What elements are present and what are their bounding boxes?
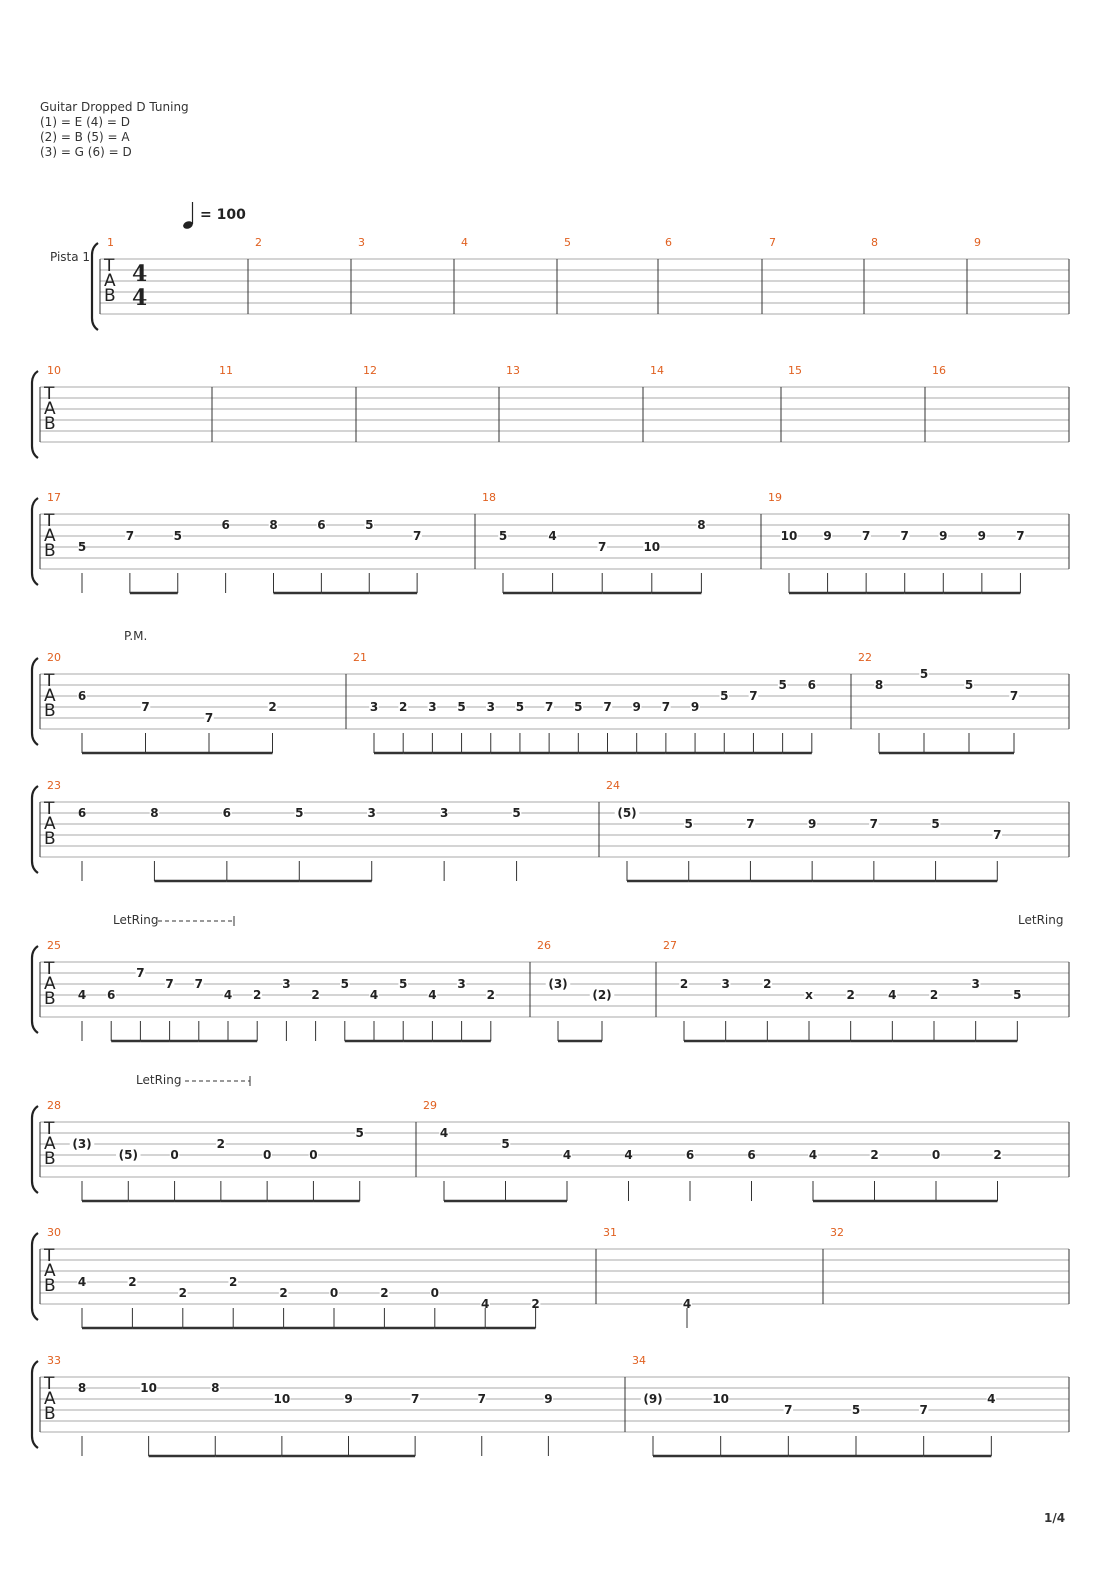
fret-number: 5 [720,689,729,703]
fret-number: 7 [603,700,612,714]
fret-number: 5 [919,667,929,681]
fret-number: 7 [869,817,879,831]
tab-clef-letter: A [44,1389,56,1409]
playing-technique-label: LetRing [136,1073,182,1087]
tuning-line: (1) = E (4) = D [40,115,130,129]
measure-number: 12 [363,364,377,377]
fret-number: (5) [617,806,637,820]
fret-number: 4 [77,1275,87,1289]
fret-number: 7 [746,817,755,831]
fret-number: 5 [355,1126,364,1140]
measure-number: 14 [650,364,664,377]
playing-technique-label: P.M. [124,629,148,643]
fret-number: 9 [823,529,832,543]
tab-clef-letter: T [44,799,55,819]
system-bracket [32,498,38,585]
fret-number: (2) [592,988,612,1002]
measure-number: 8 [871,236,878,249]
tab-system [32,1226,1069,1328]
fret-number: 7 [544,700,554,714]
tab-system [32,779,1069,881]
grace-note-fret: 5 [77,540,87,554]
fret-number: 3 [367,806,376,820]
fret-number: 2 [679,977,689,991]
grace-note-fret: 2 [311,988,320,1002]
fret-number: 5 [173,529,182,543]
measure-number: 9 [974,236,981,249]
fret-number: 7 [1009,689,1019,703]
fret-number: 7 [749,689,758,703]
fret-number: 5 [1013,988,1022,1002]
fret-number: 5 [931,817,940,831]
fret-number: 7 [125,529,135,543]
measure-number: 2 [255,236,262,249]
tab-clef-letter: B [44,414,56,434]
fret-number: 2 [216,1137,226,1151]
fret-number: 5 [498,529,508,543]
fret-number: 2 [279,1286,288,1300]
fret-number: 4 [562,1148,572,1162]
fret-number: 4 [428,988,437,1002]
measure-number: 6 [665,236,672,249]
measure-number: 26 [537,939,551,952]
tab-clef-letter: A [44,814,56,834]
tab-clef-letter: A [104,271,116,291]
fret-number: 2 [531,1297,540,1311]
fret-number: (3) [548,977,568,991]
fret-number: 4 [888,988,897,1002]
fret-number: 7 [194,977,203,991]
measure-number: 10 [47,364,61,377]
fret-number: 5 [851,1403,861,1417]
measure-number: 3 [358,236,365,249]
fret-number: 7 [410,1392,420,1406]
fret-number: 4 [223,988,233,1002]
tab-system [32,629,1069,753]
fret-number: 2 [178,1286,187,1300]
tuning-title: Guitar Dropped D Tuning [40,100,189,114]
fret-number: 10 [643,540,661,554]
tab-system [32,1073,1069,1201]
fret-number: 7 [141,700,150,714]
fret-number: 10 [273,1392,291,1406]
grace-note-fret: 3 [282,977,291,991]
grace-note-fret: 4 [77,988,87,1002]
fret-number: 2 [253,988,262,1002]
measure-number: 11 [219,364,233,377]
system-bracket [32,946,38,1033]
fret-number: 7 [919,1403,928,1417]
measure-number: 4 [461,236,468,249]
fret-number: 10 [140,1381,157,1395]
fret-number: 10 [780,529,798,543]
fret-number: 6 [107,988,116,1002]
fret-number: 2 [380,1286,389,1300]
fret-number: 7 [1016,529,1025,543]
tab-system [32,491,1069,593]
fret-number: 6 [77,689,87,703]
tab-clef-letter: A [44,399,56,419]
fret-number: 9 [939,529,948,543]
measure-number: 7 [769,236,776,249]
fret-number: (5) [118,1148,138,1162]
fret-number: 3 [971,977,980,991]
fret-number: 5 [365,518,374,532]
measure-number: 29 [423,1099,437,1112]
fret-number: 0 [309,1148,318,1162]
measure-number: 28 [47,1099,61,1112]
measure-number: 1 [107,236,114,249]
measure-number: 33 [47,1354,61,1367]
fret-number: 9 [544,1392,553,1406]
grace-note-fret: 6 [77,806,87,820]
fret-number: 9 [807,817,817,831]
fret-number: 6 [317,518,326,532]
tab-clef-letter: A [44,526,56,546]
tab-clef-letter: A [44,1134,56,1154]
fret-number: 5 [457,700,466,714]
grace-note-fret: 3 [439,806,449,820]
tempo-value: = 100 [200,207,246,223]
fret-number: 7 [165,977,174,991]
fret-number: 3 [428,700,437,714]
tab-system [92,236,1069,330]
tab-clef-letter: B [44,989,56,1009]
measure-number: 19 [768,491,782,504]
fret-number: 4 [439,1126,449,1140]
fret-number: 5 [684,817,693,831]
fret-number: 9 [690,700,700,714]
fret-number: 4 [481,1297,490,1311]
fret-number: 4 [682,1297,692,1311]
fret-number: 7 [861,529,871,543]
tab-clef-letter: B [44,701,56,721]
system-bracket [92,243,98,330]
fret-number: 7 [598,540,607,554]
fret-number: 5 [574,700,583,714]
tab-clef-letter: B [44,541,56,561]
measure-number: 22 [858,651,872,664]
playing-technique-label: LetRing [113,913,159,927]
fret-number: 7 [204,711,214,725]
tab-clef-letter: T [104,256,115,276]
fret-number: 0 [430,1286,439,1300]
fret-number: 7 [136,966,145,980]
fret-number: 5 [340,977,349,991]
measure-number: 13 [506,364,520,377]
page-number: 1/4 [1044,1511,1066,1525]
fret-number: 6 [685,1148,695,1162]
track-name: Pista 1 [50,250,91,264]
measure-number: 21 [353,651,367,664]
tab-clef-letter: A [44,686,56,706]
fret-number: 2 [486,988,495,1002]
tab-clef-letter: B [44,1404,56,1424]
grace-note-fret: 6 [221,518,230,532]
tab-clef-letter: T [44,959,55,979]
fret-number: 7 [661,700,671,714]
fret-number: 6 [807,678,816,692]
playing-technique-label: LetRing [1018,913,1064,927]
measure-number: 15 [788,364,802,377]
tab-clef-letter: B [104,286,116,306]
fret-number: x [805,988,813,1002]
measure-number: 23 [47,779,61,792]
tuning-line: (2) = B (5) = A [40,130,130,144]
fret-number: 4 [987,1392,996,1406]
tab-clef-letter: T [44,1374,55,1394]
fret-number: 3 [486,700,495,714]
fret-number: 9 [632,700,641,714]
tab-clef-letter: B [44,829,56,849]
fret-number: 8 [874,678,884,692]
fret-number: 2 [929,988,939,1002]
grace-note-fret: 8 [77,1381,87,1395]
fret-number: (9) [643,1392,663,1406]
fret-number: 2 [870,1148,879,1162]
fret-number: 6 [222,806,232,820]
fret-number: 8 [150,806,159,820]
fret-number: 5 [399,977,408,991]
fret-number: 2 [993,1148,1002,1162]
tab-clef-letter: T [44,384,55,404]
tab-clef-letter: T [44,1119,55,1139]
fret-number: 5 [512,806,521,820]
fret-number: 0 [931,1148,941,1162]
fret-number: 2 [846,988,855,1002]
tab-clef-letter: A [44,974,56,994]
fret-number: (3) [72,1137,92,1151]
measure-number: 32 [830,1226,844,1239]
fret-number: 0 [329,1286,339,1300]
fret-number: 10 [712,1392,730,1406]
measure-number: 17 [47,491,61,504]
tab-clef-letter: B [44,1276,56,1296]
tab-clef-letter: T [44,511,55,531]
fret-number: 7 [784,1403,793,1417]
fret-number: 5 [515,700,525,714]
fret-number: 2 [229,1275,238,1289]
measure-number: 20 [47,651,61,664]
system-bracket [32,1233,38,1320]
tab-system [32,364,1069,458]
fret-number: 8 [697,518,706,532]
tab-system [32,913,1069,1041]
measure-number: 27 [663,939,677,952]
measure-number: 25 [47,939,61,952]
tab-system [32,1354,1069,1456]
system-bracket [32,658,38,745]
grace-note-fret: 7 [477,1392,486,1406]
fret-number: 7 [900,529,909,543]
fret-number: 5 [964,678,974,692]
tuning-line: (3) = G (6) = D [40,145,132,159]
tab-clef-letter: B [44,1149,56,1169]
measure-number: 24 [606,779,620,792]
measure-number: 18 [482,491,496,504]
time-signature-top: 4 [132,261,148,287]
fret-number: 3 [369,700,379,714]
fret-number: 2 [763,977,772,991]
fret-number: 5 [501,1137,510,1151]
fret-number: 8 [211,1381,220,1395]
fret-number: 0 [170,1148,179,1162]
system-bracket [32,1361,38,1448]
fret-number: 4 [548,529,557,543]
fret-number: 2 [268,700,277,714]
fret-number: 2 [399,700,408,714]
fret-number: 9 [977,529,987,543]
fret-number: 7 [412,529,422,543]
tab-clef-letter: T [44,671,55,691]
system-bracket [32,371,38,458]
fret-number: 9 [344,1392,353,1406]
system-bracket [32,1106,38,1193]
fret-number: 2 [128,1275,137,1289]
fret-number: 8 [269,518,278,532]
measure-number: 30 [47,1226,61,1239]
grace-note-fret: 6 [747,1148,756,1162]
grace-note-fret: 4 [624,1148,633,1162]
tab-clef-letter: A [44,1261,56,1281]
measure-number: 5 [564,236,571,249]
fret-number: 5 [295,806,304,820]
fret-number: 4 [808,1148,818,1162]
measure-number: 16 [932,364,946,377]
measure-number: 34 [632,1354,646,1367]
fret-number: 4 [369,988,379,1002]
fret-number: 0 [262,1148,272,1162]
fret-number: 3 [721,977,730,991]
fret-number: 3 [457,977,466,991]
fret-number: 5 [778,678,787,692]
system-bracket [32,786,38,873]
measure-number: 31 [603,1226,617,1239]
fret-number: 7 [993,828,1002,842]
tab-clef-letter: T [44,1246,55,1266]
time-signature-bottom: 4 [132,285,148,311]
